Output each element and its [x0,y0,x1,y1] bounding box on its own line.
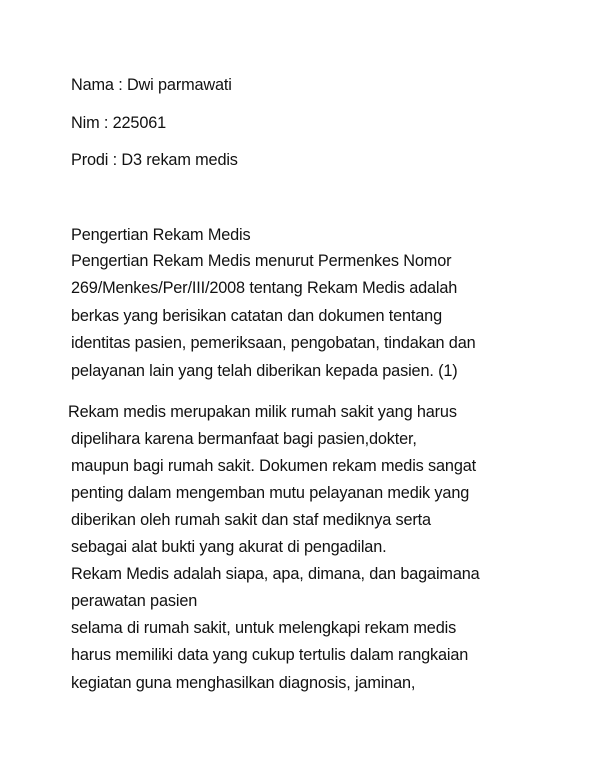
paragraph-2-line: diberikan oleh rumah sakit dan staf mediknya serta [71,511,431,529]
paragraph-2-line: harus memiliki data yang cukup tertulis dalam rangkaian [71,646,469,664]
paragraph-2-line: perawatan pasien [71,592,198,610]
paragraph-2-line: maupun bagi rumah sakit. Dokumen rekam medis sangat [71,457,477,475]
paragraph-2-line: dipelihara karena bermanfaat bagi pasien,dokter, [71,430,417,448]
paragraph-2-line: Rekam medis merupakan milik rumah sakit yang harus [68,403,457,421]
paragraph-2-line: sebagai alat bukti yang akurat di pengadilan. [71,538,387,556]
paragraph-2-line: penting dalam mengemban mutu pelayanan medik yang [71,484,470,502]
paragraph-1-line: berkas yang berisikan catatan dan dokumen tentang [71,307,442,325]
student-prodi: Prodi : D3 rekam medis [71,151,238,169]
student-name: Nama : Dwi parmawati [71,76,232,94]
section-heading: Pengertian Rekam Medis [71,226,251,244]
paragraph-2-line: Rekam Medis adalah siapa, apa, dimana, dan bagaimana [71,565,480,583]
paragraph-2-line: kegiatan guna menghasilkan diagnosis, jaminan, [71,674,416,692]
student-nim: Nim : 225061 [71,114,167,132]
paragraph-1-line: identitas pasien, pemeriksaan, pengobatan, tindakan dan [71,334,476,352]
paragraph-1-line: pelayanan lain yang telah diberikan kepada pasien. (1) [71,362,458,380]
paragraph-1-line: Pengertian Rekam Medis menurut Permenkes Nomor [71,252,452,270]
paragraph-2-line: selama di rumah sakit, untuk melengkapi rekam medis [71,619,457,637]
paragraph-1-line: 269/Menkes/Per/III/2008 tentang Rekam Medis adalah [71,279,458,297]
